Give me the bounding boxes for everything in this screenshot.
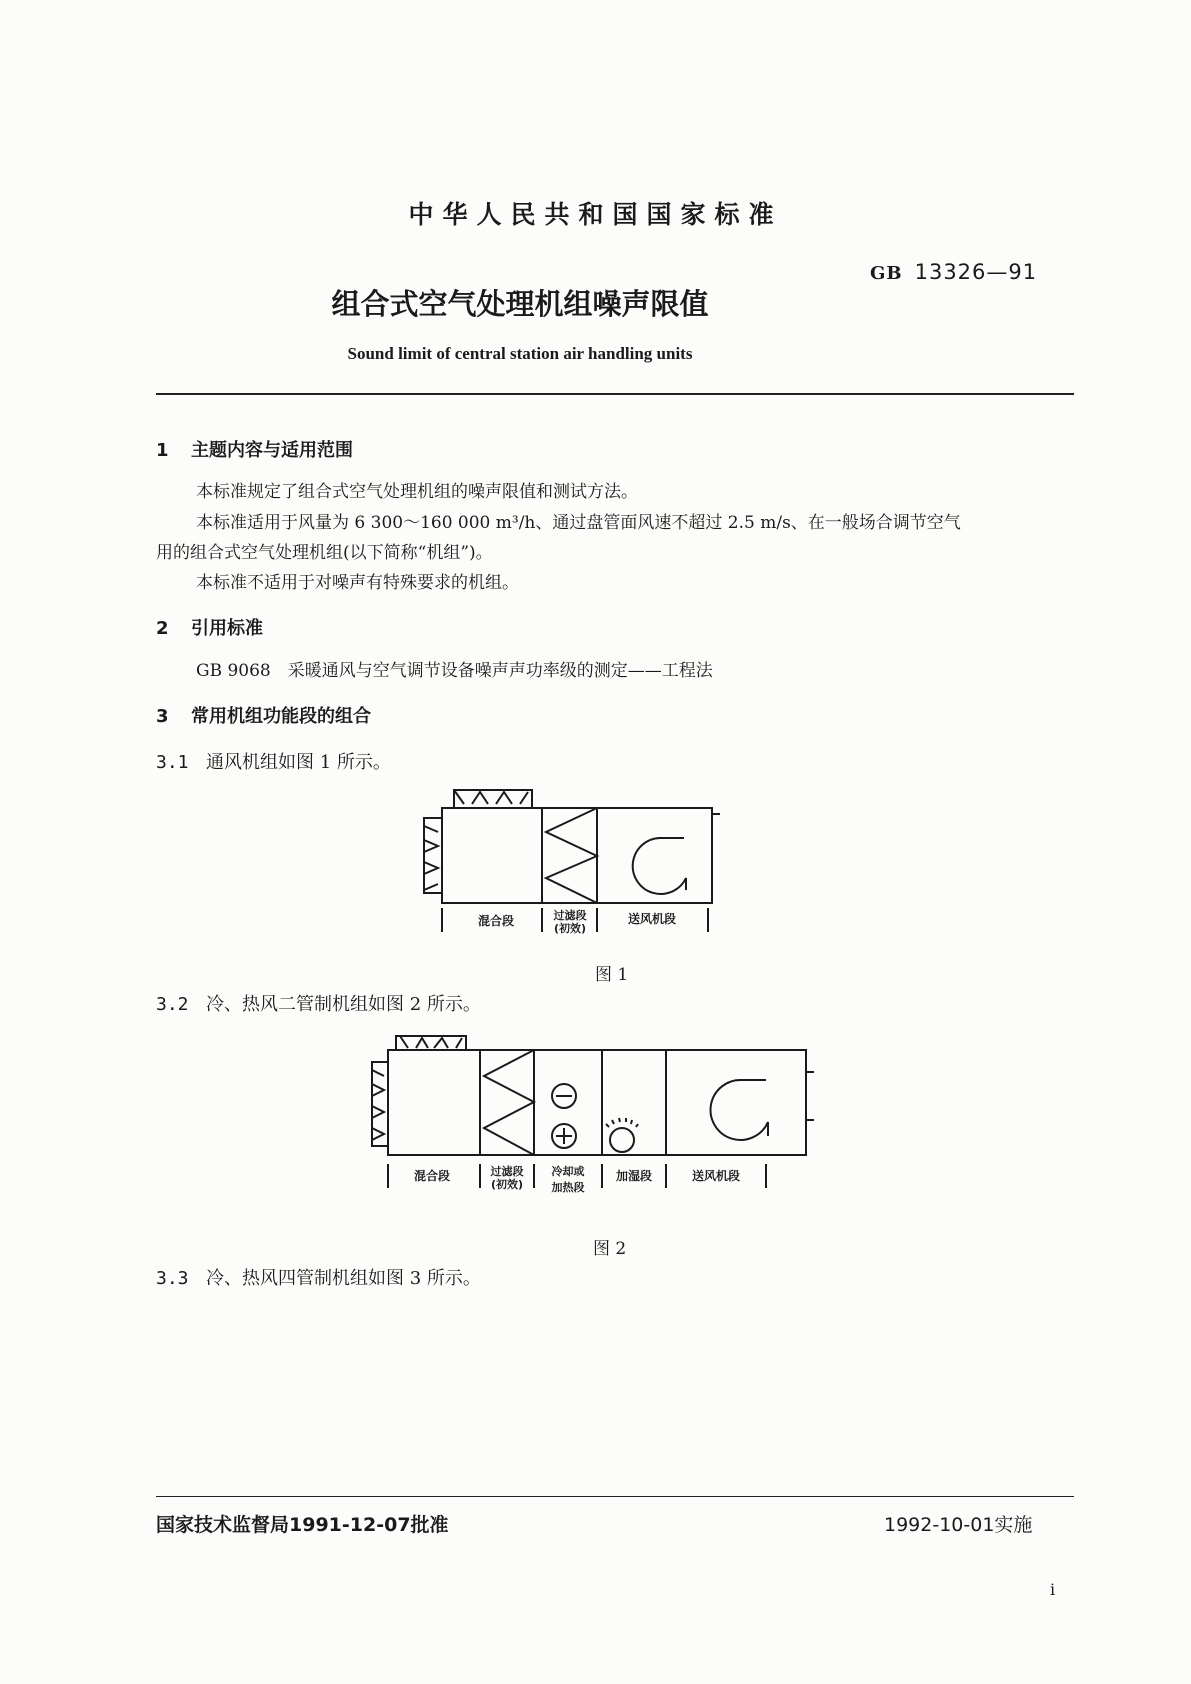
- fig2-heating-plus: [556, 1128, 572, 1144]
- fig2-filter-symbol: [484, 1050, 534, 1155]
- section-1-para-1: 本标准规定了组合式空气处理机组的噪声限值和测试方法。: [196, 482, 638, 502]
- fig1-label-filter-2: (初效): [553, 922, 587, 935]
- approval-line: 国家技术监督局1991-12-07批准: [156, 1514, 449, 1536]
- subsection-3-3-number: 3.3: [156, 1268, 189, 1289]
- fig2-label-humid: 加湿段: [615, 1169, 653, 1183]
- fig1-label-mixing: 混合段: [477, 914, 515, 928]
- section-2-title: 引用标准: [191, 618, 263, 639]
- fig1-label-fan: 送风机段: [627, 912, 677, 926]
- section-1-number: 1: [156, 440, 169, 461]
- document-title-cn: 组合式空气处理机组噪声限值: [331, 287, 709, 321]
- subsection-3-2-text: 冷、热风二管制机组如图 2 所示。: [206, 994, 481, 1015]
- section-3-number: 3: [156, 706, 169, 727]
- standard-code: [870, 260, 1037, 284]
- subsection-3-2-number: 3.2: [156, 994, 189, 1015]
- fig2-label-filter-2: (初效): [490, 1178, 524, 1191]
- code-number: 13326—91: [914, 260, 1038, 284]
- fig1-label-filter-1: 过滤段: [553, 909, 587, 922]
- fig2-top-damper: [396, 1036, 466, 1050]
- subsection-3-1-number: 3.1: [156, 752, 189, 773]
- fig2-humidifier-spray: [606, 1118, 638, 1127]
- footer-rule: [156, 1496, 1074, 1497]
- page-number: i: [1050, 1580, 1056, 1599]
- section-1-para-3: 本标准不适用于对噪声有特殊要求的机组。: [196, 573, 519, 593]
- fig1-filter-symbol: [546, 808, 597, 903]
- subsection-3-3: [156, 1264, 481, 1290]
- national-standard-heading: 中华人民共和国国家标准: [408, 200, 783, 229]
- fig2-humidifier-symbol: [610, 1128, 634, 1152]
- section-1-para-2a: 本标准适用于风量为 6 300～160 000 m³/h、通过盘管面风速不超过 2.5 m/s、在一般场合调节空气: [196, 513, 961, 533]
- figure-1-diagram: [420, 780, 740, 950]
- subsection-3-2: [156, 990, 481, 1016]
- fig2-fan-symbol: [711, 1080, 768, 1140]
- fig2-label-mixing: 混合段: [413, 1169, 451, 1183]
- subsection-3-1-text: 通风机组如图 1 所示。: [206, 752, 391, 773]
- fig1-unit-casing: [442, 808, 712, 903]
- section-1-para-2b: 用的组合式空气处理机组(以下简称“机组”)。: [156, 543, 493, 563]
- section-1-heading: [156, 436, 353, 462]
- fig2-side-damper: [372, 1062, 388, 1146]
- section-2-number: 2: [156, 618, 169, 639]
- fig1-side-damper: [424, 818, 442, 893]
- fig2-outlet-flange: [806, 1068, 814, 1124]
- fig2-label-coil-2: 加热段: [551, 1181, 585, 1194]
- header-rule: [156, 393, 1074, 395]
- section-3-heading: [156, 702, 371, 728]
- code-prefix: GB: [870, 263, 903, 284]
- fig2-label-fan: 送风机段: [691, 1169, 741, 1183]
- fig2-label-filter-1: 过滤段: [490, 1165, 524, 1178]
- figure-2-caption: 图 2: [593, 1239, 627, 1259]
- effective-date: 1992-10-01实施: [884, 1514, 1033, 1536]
- document-title-en: Sound limit of central station air handling units: [347, 344, 693, 363]
- figure-2-diagram: [370, 1028, 850, 1208]
- section-2-heading: [156, 614, 263, 640]
- subsection-3-3-text: 冷、热风四管制机组如图 3 所示。: [206, 1268, 481, 1289]
- section-3-title: 常用机组功能段的组合: [191, 706, 371, 727]
- fig1-fan-symbol: [633, 838, 686, 894]
- section-1-title: 主题内容与适用范围: [191, 440, 353, 461]
- section-2-reference: GB 9068 采暖通风与空气调节设备噪声声功率级的测定——工程法: [196, 661, 713, 681]
- figure-1-caption: 图 1: [595, 965, 629, 985]
- fig1-top-damper: [454, 790, 532, 808]
- subsection-3-1: [156, 748, 391, 774]
- fig2-label-coil-1: 冷却或: [551, 1165, 585, 1178]
